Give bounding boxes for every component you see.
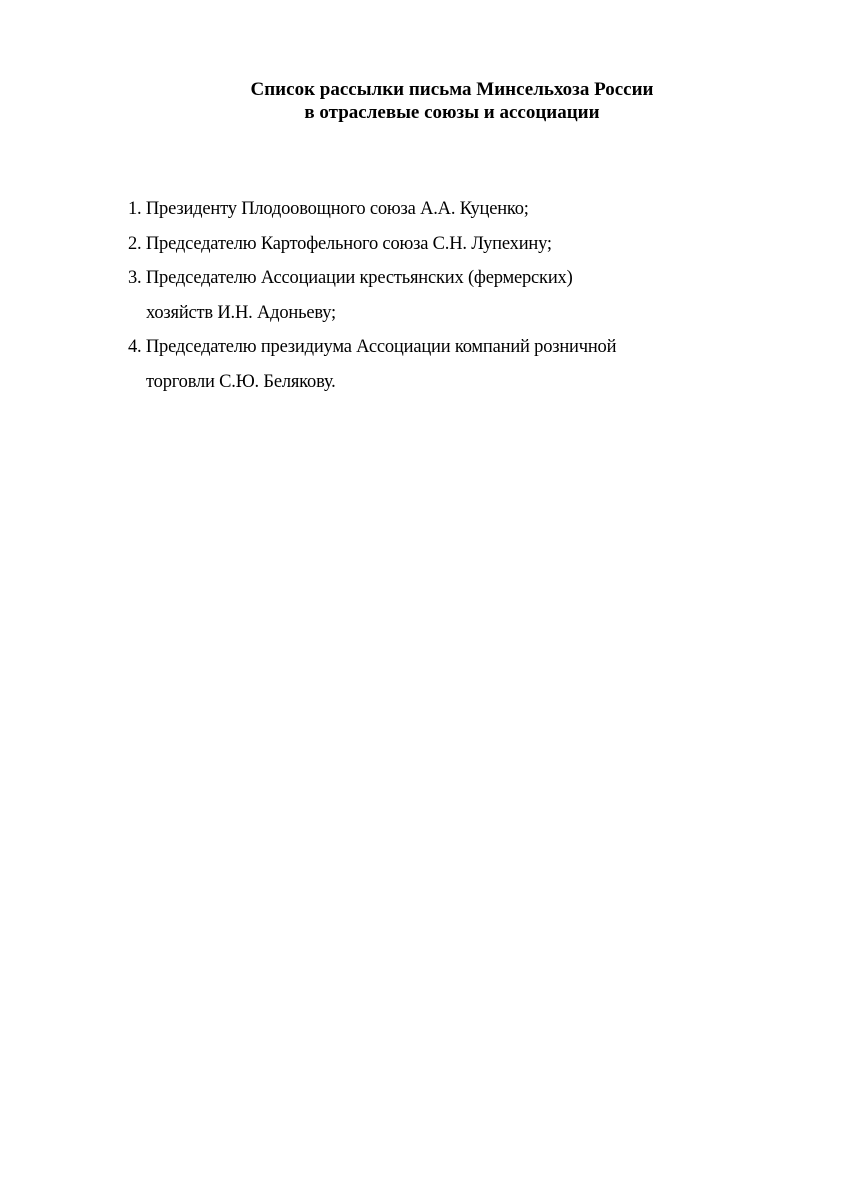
title-line-2: в отраслевые союзы и ассоциации	[304, 102, 600, 123]
title-line-1: Список рассылки письма Минсельхоза России	[250, 79, 654, 100]
recipient-list	[128, 192, 728, 399]
list-item-line: 4. Председателю президиума Ассоциации компаний розничной	[128, 337, 617, 357]
list-item-line: 2. Председателю Картофельного союза С.Н. Лупехину;	[128, 233, 552, 254]
list-item	[128, 261, 728, 330]
list-item-continuation: торговли С.Ю. Белякову.	[146, 371, 336, 392]
list-item	[128, 330, 728, 399]
document-title	[0, 78, 844, 124]
list-item	[128, 192, 728, 227]
list-item	[128, 227, 728, 262]
list-item-line: 3. Председателю Ассоциации крестьянских (фермерских)	[128, 268, 573, 288]
list-item-line: 1. Президенту Плодоовощного союза А.А. Куценко;	[128, 199, 529, 219]
list-item-continuation: хозяйств И.Н. Адоньеву;	[146, 302, 336, 323]
